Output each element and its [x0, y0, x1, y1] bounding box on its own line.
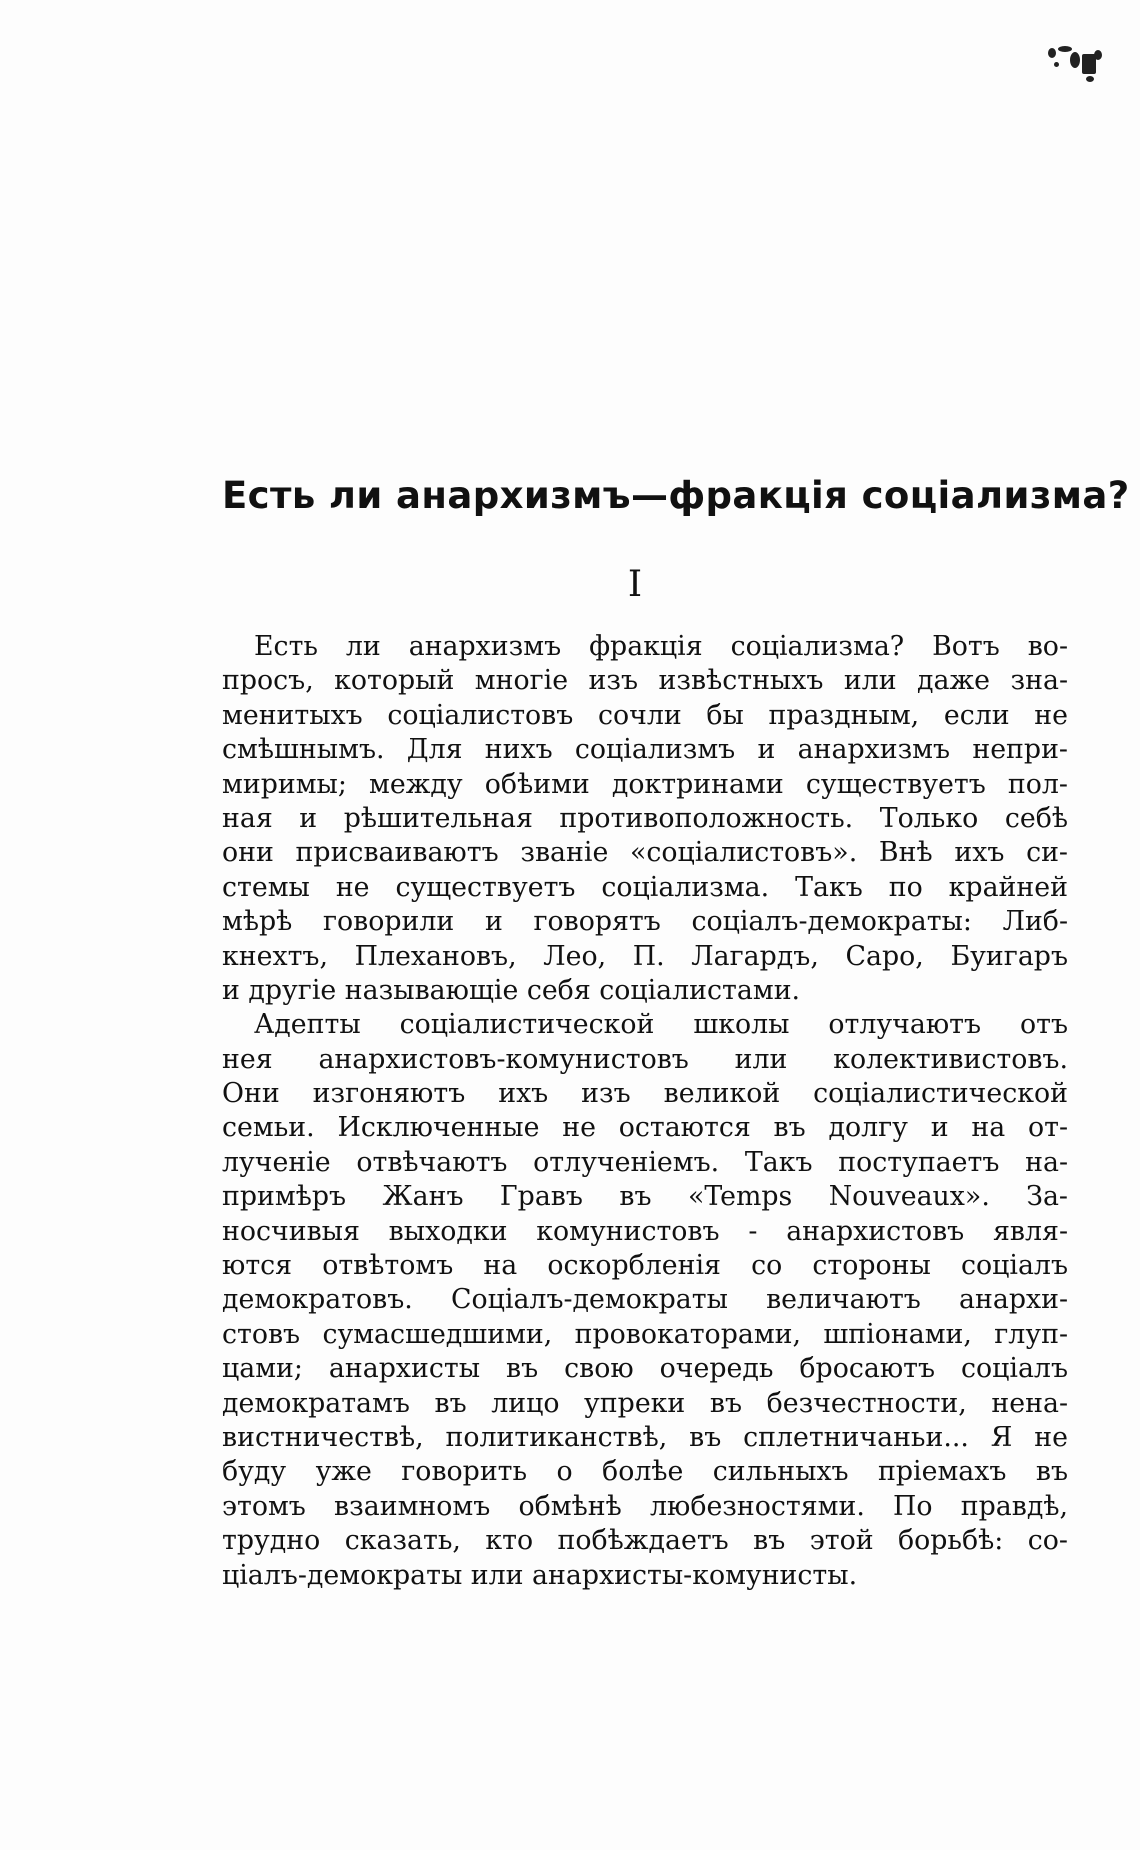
text-line: они присваиваютъ званіе «соціалистовъ». Внѣ ихъ си-	[222, 837, 1068, 869]
text-line: ются отвѣтомъ на оскорбленія со стороны соціалъ	[222, 1250, 1068, 1282]
text-line: вистничествѣ, политиканствѣ, въ сплетничаньи... Я не	[222, 1421, 1068, 1453]
body-text	[222, 630, 1068, 1593]
paragraph-2	[222, 1008, 1068, 1593]
text-line: носчивыя выходки комунистовъ - анархистовъ явля-	[222, 1215, 1068, 1247]
text-line: примѣръ Жанъ Гравъ въ «Temps Nouveaux». За-	[222, 1181, 1068, 1213]
text-line: смѣшнымъ. Для нихъ соціализмъ и анархизмъ непри-	[222, 734, 1068, 766]
text-line: мѣрѣ говорили и говорятъ соціалъ-демократы: Либ-	[222, 906, 1068, 938]
text-line: менитыхъ соціалистовъ сочли бы праздным, если не	[222, 699, 1068, 731]
text-line: кнехтъ, Плехановъ, Лео, П. Лагардъ, Саро, Буигаръ	[222, 940, 1068, 972]
section-number: I	[627, 564, 643, 605]
text-line: миримы; между обѣими доктринами существуетъ пол-	[222, 768, 1068, 800]
text-line: Адепты соціалистической школы отлучаютъ отъ	[254, 1009, 1068, 1041]
text-line: лученіе отвѣчаютъ отлученіемъ. Такъ поступаетъ на-	[222, 1146, 1068, 1178]
text-line: демократамъ въ лицо упреки въ безчестности, нена-	[222, 1387, 1068, 1419]
text-line: Они изгоняютъ ихъ изъ великой соціалистической	[222, 1078, 1068, 1110]
text-line: этомъ взаимномъ обмѣнѣ любезностями. По правдѣ,	[222, 1490, 1068, 1522]
text-line: нея анархистовъ-комунистовъ или колективистовъ.	[222, 1043, 1068, 1075]
text-line: демократовъ. Соціалъ-демократы величаютъ анархи-	[222, 1284, 1068, 1316]
text-line: просъ, который многіе изъ извѣстныхъ или даже зна-	[222, 665, 1068, 697]
text-line: семьи. Исключенные не остаются въ долгу и на от-	[222, 1112, 1068, 1144]
text-line: ціалъ-демократы или анархисты-комунисты.	[222, 1559, 858, 1591]
text-line: буду уже говорить о болѣе сильныхъ пріемахъ въ	[222, 1456, 1068, 1488]
text-line: стовъ сумасшедшими, провокаторами, шпіонами, глуп-	[222, 1318, 1068, 1350]
text-line: стемы не существуетъ соціализма. Такъ по крайней	[222, 871, 1068, 903]
text-line: цами; анархисты въ свою очередь бросаютъ соціалъ	[222, 1353, 1068, 1385]
text-line: Есть ли анархизмъ фракція соціализма? Вотъ во-	[254, 631, 1068, 662]
text-line: ная и рѣшительная противоположность. Только себѣ	[222, 802, 1068, 834]
text-line: и другіе называющіе себя соціалистами.	[222, 974, 801, 1006]
text-line: трудно сказать, кто побѣждаетъ въ этой борьбѣ: со-	[222, 1525, 1068, 1557]
chapter-title: Есть ли анархизмъ—фракція соціализма?	[222, 474, 1130, 517]
corner-ink-mark	[1046, 44, 1104, 86]
paragraph-1	[222, 630, 1068, 1008]
